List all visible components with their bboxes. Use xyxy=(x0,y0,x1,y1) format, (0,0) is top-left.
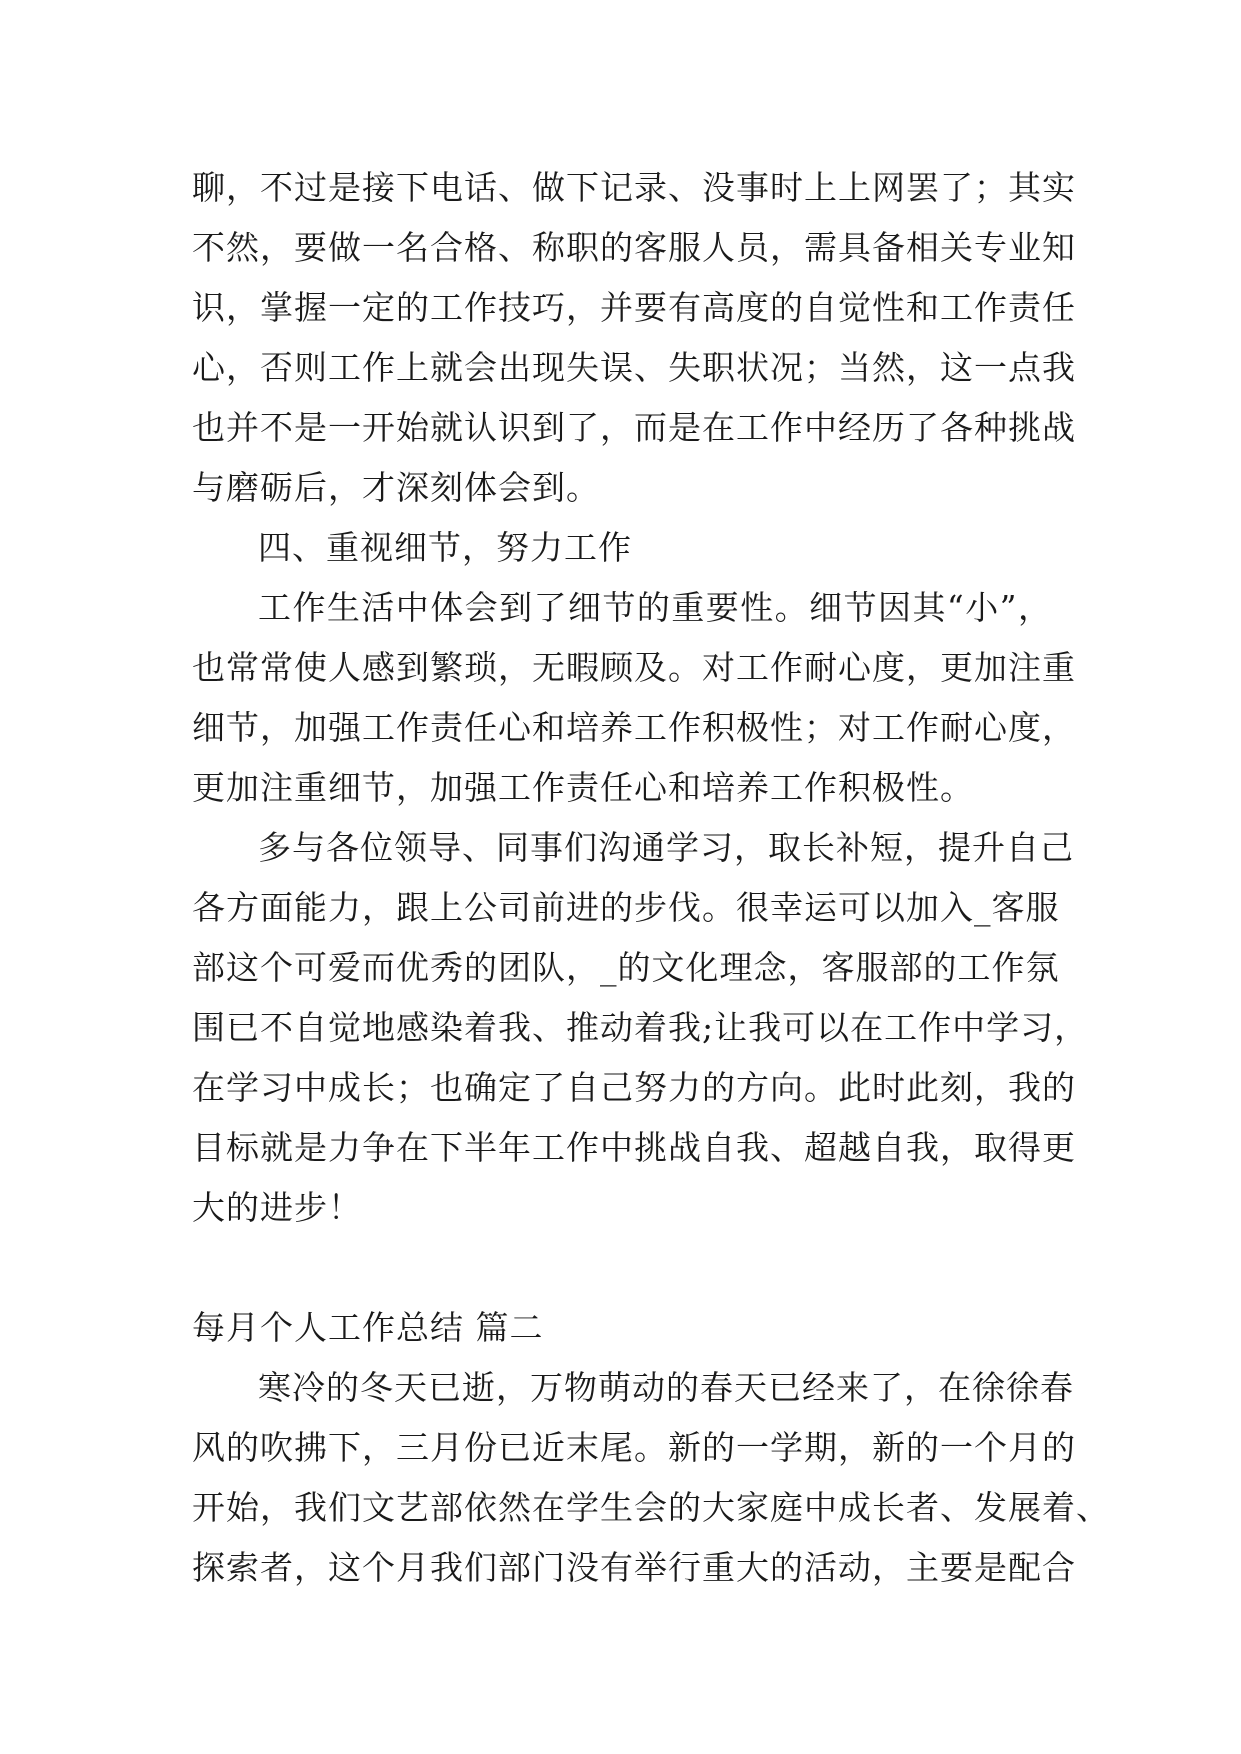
text-line: 围已不自觉地感染着我、推动着我;让我可以在工作中学习， xyxy=(192,1008,1089,1047)
text-line: 风的吹拂下，三月份已近末尾。新的一学期，新的一个月的 xyxy=(192,1428,1076,1467)
text-line: 与磨砺后，才深刻体会到。 xyxy=(192,468,600,507)
text-line: 工作生活中体会到了细节的重要性。细节因其“小”， xyxy=(258,588,1052,627)
text-line: 识，掌握一定的工作技巧，并要有高度的自觉性和工作责任 xyxy=(192,288,1076,327)
section-heading: 四、重视细节，努力工作 xyxy=(258,528,632,567)
text-line: 更加注重细节，加强工作责任心和培养工作积极性。 xyxy=(192,768,974,807)
text-line: 目标就是力争在下半年工作中挑战自我、超越自我，取得更 xyxy=(192,1128,1076,1167)
part-title: 每月个人工作总结 篇二 xyxy=(192,1308,544,1347)
text-line: 探索者，这个月我们部门没有举行重大的活动，主要是配合 xyxy=(192,1548,1076,1587)
text-line: 心，否则工作上就会出现失误、失职状况；当然，这一点我 xyxy=(192,348,1076,387)
text-line: 寒冷的冬天已逝，万物萌动的春天已经来了，在徐徐春 xyxy=(258,1368,1074,1407)
document-page xyxy=(192,158,1110,1598)
text-line: 聊，不过是接下电话、做下记录、没事时上上网罢了；其实 xyxy=(192,168,1076,207)
text-line: 多与各位领导、同事们沟通学习，取长补短，提升自己 xyxy=(258,828,1074,867)
text-line: 各方面能力，跟上公司前进的步伐。很幸运可以加入_客服 xyxy=(192,888,1060,927)
text-line: 部这个可爱而优秀的团队，_的文化理念，客服部的工作氛 xyxy=(192,948,1060,987)
text-line: 不然，要做一名合格、称职的客服人员，需具备相关专业知 xyxy=(192,228,1076,267)
text-line: 开始，我们文艺部依然在学生会的大家庭中成长者、发展着、 xyxy=(192,1488,1110,1527)
spacer xyxy=(192,1238,1052,1298)
paragraph-4 xyxy=(192,1358,1110,1598)
paragraph-1 xyxy=(192,158,1076,518)
text-line: 也常常使人感到繁琐，无暇顾及。对工作耐心度，更加注重 xyxy=(192,648,1076,687)
text-line: 也并不是一开始就认识到了，而是在工作中经历了各种挑战 xyxy=(192,408,1076,447)
paragraph-3 xyxy=(192,818,1089,1238)
paragraph-2 xyxy=(192,578,1076,818)
text-line: 大的进步！ xyxy=(192,1188,362,1227)
text-line: 细节，加强工作责任心和培养工作积极性；对工作耐心度， xyxy=(192,708,1076,747)
text-line: 在学习中成长；也确定了自己努力的方向。此时此刻，我的 xyxy=(192,1068,1076,1107)
